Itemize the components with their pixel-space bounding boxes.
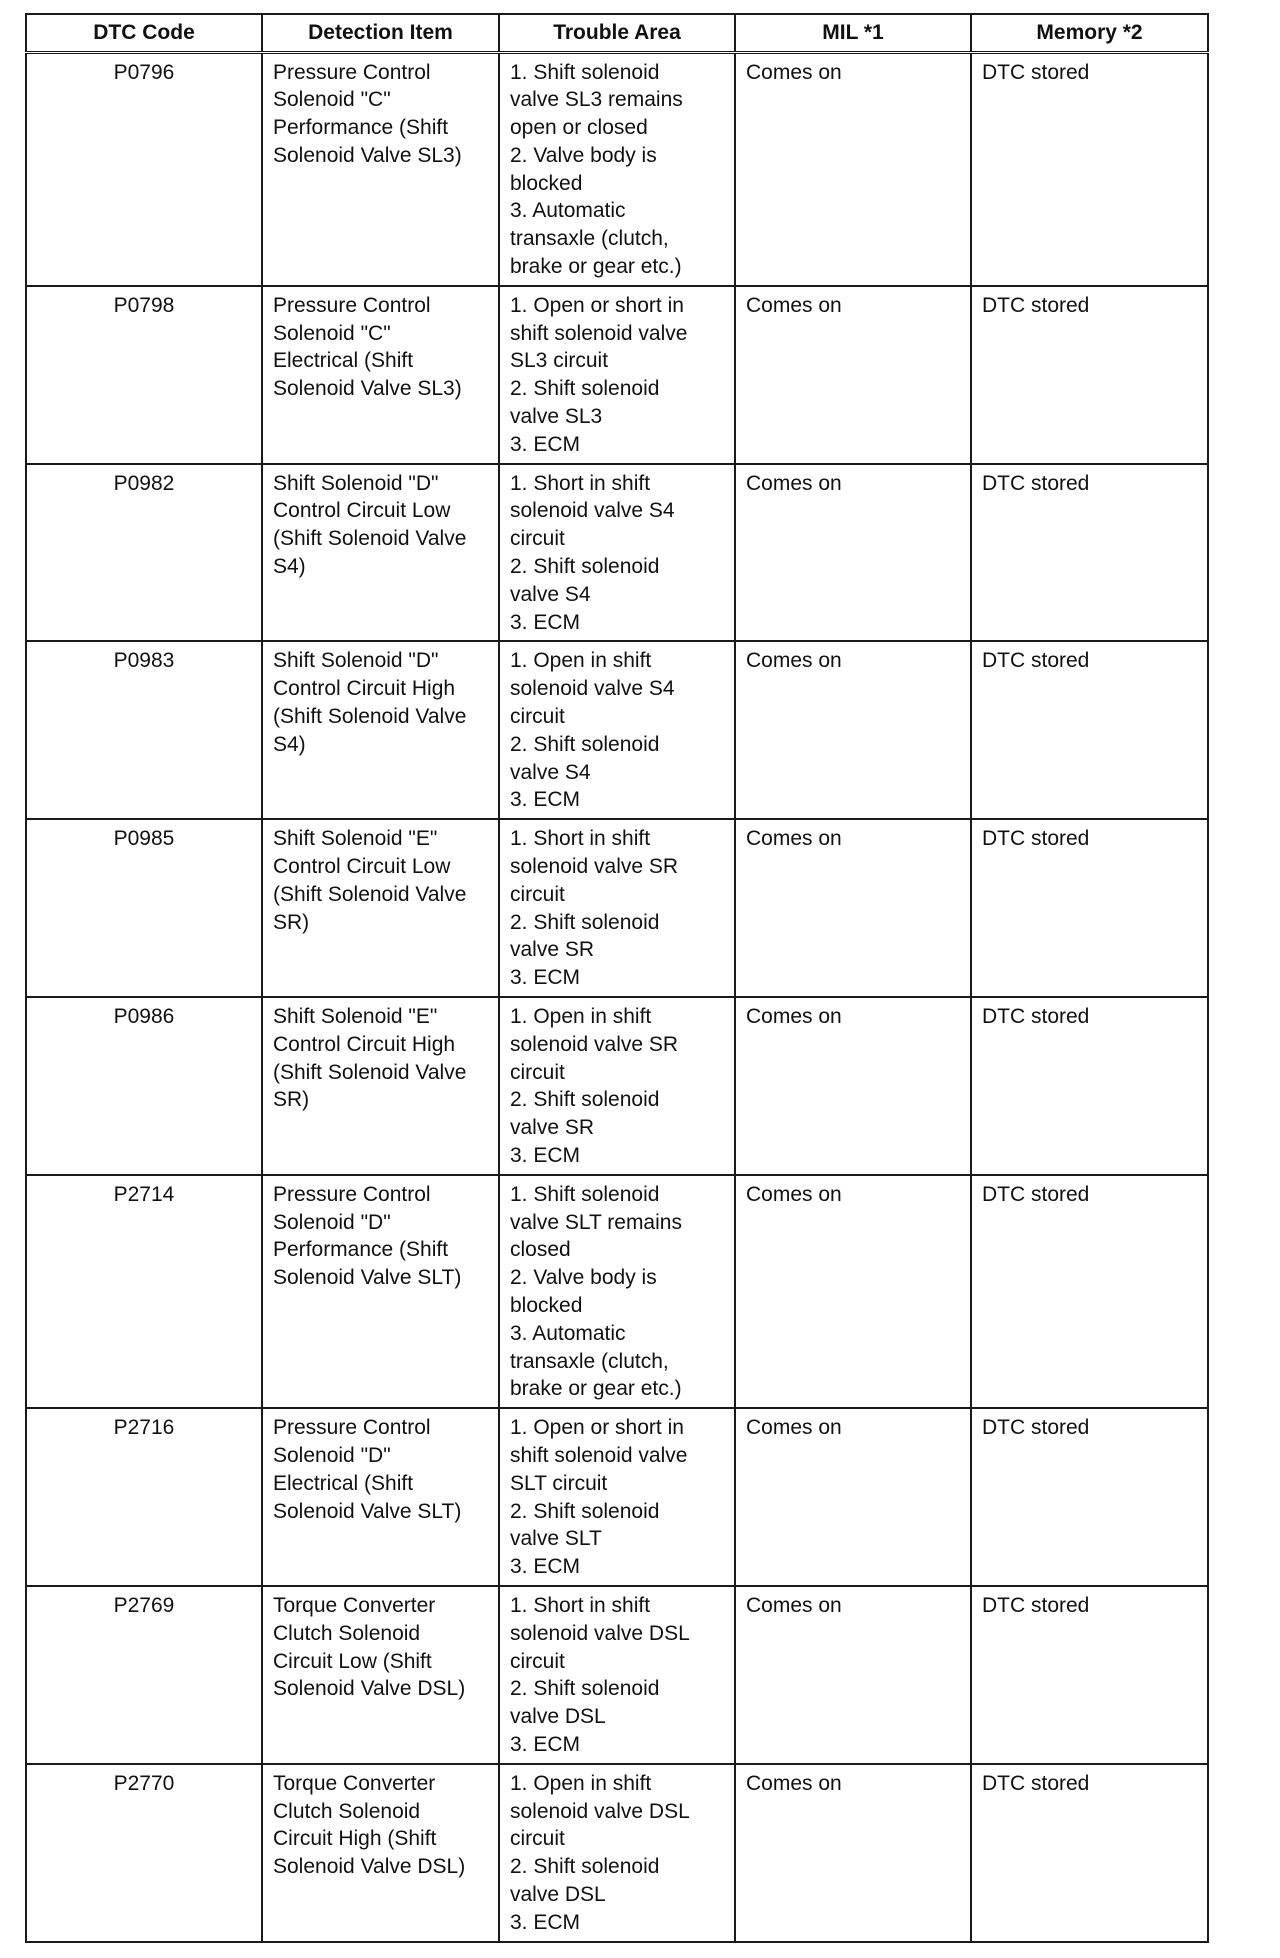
header-trouble-area: Trouble Area bbox=[499, 14, 735, 52]
table-row bbox=[26, 997, 1208, 1175]
dtc-code-cell: P2770 bbox=[26, 1764, 262, 1942]
mil-cell: Comes on bbox=[735, 286, 971, 464]
detection-item-cell bbox=[262, 1764, 499, 1942]
trouble-area-line: solenoid valve SR bbox=[510, 1032, 679, 1056]
detection-item-line: Solenoid Valve SL3) bbox=[273, 377, 462, 401]
detection-item-line: Circuit Low (Shift bbox=[273, 1649, 432, 1673]
dtc-code-cell: P0983 bbox=[26, 641, 262, 819]
mil-cell: Comes on bbox=[735, 819, 971, 997]
memory-cell: DTC stored bbox=[971, 641, 1208, 819]
trouble-area-cell bbox=[499, 464, 735, 642]
trouble-area-line: circuit bbox=[510, 705, 565, 729]
trouble-area-line: 3. ECM bbox=[510, 966, 581, 990]
trouble-area-line: shift solenoid valve bbox=[510, 321, 688, 345]
mil-cell: Comes on bbox=[735, 1408, 971, 1586]
dtc-table bbox=[25, 13, 1209, 1943]
trouble-area-line: 2. Shift solenoid bbox=[510, 1088, 660, 1112]
trouble-area-line: 2. Valve body is bbox=[510, 1266, 657, 1290]
trouble-area-line: circuit bbox=[510, 527, 565, 551]
detection-item-line: Solenoid Valve SL3) bbox=[273, 143, 462, 167]
trouble-area-cell bbox=[499, 286, 735, 464]
detection-item-line: Circuit High (Shift bbox=[273, 1827, 437, 1851]
detection-item-line: (Shift Solenoid Valve bbox=[273, 527, 467, 551]
detection-item-line: Performance (Shift bbox=[273, 116, 449, 140]
trouble-area-line: shift solenoid valve bbox=[510, 1443, 688, 1467]
mil-cell: Comes on bbox=[735, 52, 971, 286]
table-row bbox=[26, 1764, 1208, 1942]
header-row bbox=[26, 14, 1208, 52]
dtc-code-cell: P0798 bbox=[26, 286, 262, 464]
detection-item-cell bbox=[262, 1175, 499, 1408]
trouble-area-line: solenoid valve S4 bbox=[510, 499, 675, 523]
dtc-code-cell: P0985 bbox=[26, 819, 262, 997]
trouble-area-line: 3. ECM bbox=[510, 1555, 581, 1579]
trouble-area-line: 1. Short in shift bbox=[510, 471, 651, 495]
dtc-code-cell: P0796 bbox=[26, 52, 262, 286]
trouble-area-line: 1. Open or short in bbox=[510, 1416, 684, 1440]
trouble-area-line: 2. Shift solenoid bbox=[510, 555, 660, 579]
detection-item-line: Torque Converter bbox=[273, 1593, 436, 1617]
trouble-area-line: 1. Open or short in bbox=[510, 293, 684, 317]
detection-item-line: Torque Converter bbox=[273, 1771, 436, 1795]
detection-item-cell bbox=[262, 52, 499, 286]
trouble-area-cell bbox=[499, 1764, 735, 1942]
detection-item-line: (Shift Solenoid Valve bbox=[273, 882, 467, 906]
detection-item-line: Shift Solenoid "E" bbox=[273, 827, 438, 851]
trouble-area-line: transaxle (clutch, bbox=[510, 1349, 669, 1373]
detection-item-cell bbox=[262, 286, 499, 464]
detection-item-line: Shift Solenoid "D" bbox=[273, 471, 439, 495]
trouble-area-line: 3. Automatic bbox=[510, 199, 626, 223]
trouble-area-line: valve DSL bbox=[510, 1705, 606, 1729]
detection-item-line: Solenoid Valve SLT) bbox=[273, 1499, 462, 1523]
trouble-area-line: valve SR bbox=[510, 1116, 595, 1140]
trouble-area-line: 2. Shift solenoid bbox=[510, 377, 660, 401]
detection-item-line: Solenoid Valve DSL) bbox=[273, 1677, 466, 1701]
trouble-area-line: 3. Automatic bbox=[510, 1321, 626, 1345]
detection-item-line: Solenoid Valve SLT) bbox=[273, 1266, 462, 1290]
trouble-area-line: 2. Shift solenoid bbox=[510, 1499, 660, 1523]
detection-item-line: Performance (Shift bbox=[273, 1238, 449, 1262]
detection-item-line: Control Circuit High bbox=[273, 677, 456, 701]
trouble-area-line: 3. ECM bbox=[510, 1910, 581, 1934]
dtc-code-cell: P2769 bbox=[26, 1586, 262, 1764]
detection-item-line: Shift Solenoid "D" bbox=[273, 649, 439, 673]
detection-item-line: Pressure Control bbox=[273, 293, 431, 317]
trouble-area-line: valve S4 bbox=[510, 582, 591, 606]
detection-item-line: Control Circuit High bbox=[273, 1032, 456, 1056]
detection-item-line: SR) bbox=[273, 1088, 310, 1112]
header-detection-item: Detection Item bbox=[262, 14, 499, 52]
trouble-area-line: solenoid valve DSL bbox=[510, 1621, 690, 1645]
trouble-area-line: 1. Short in shift bbox=[510, 827, 651, 851]
memory-cell: DTC stored bbox=[971, 1408, 1208, 1586]
trouble-area-line: solenoid valve DSL bbox=[510, 1799, 690, 1823]
trouble-area-line: 2. Valve body is bbox=[510, 143, 657, 167]
trouble-area-line: circuit bbox=[510, 1827, 565, 1851]
detection-item-line: Solenoid "D" bbox=[273, 1443, 391, 1467]
trouble-area-cell bbox=[499, 819, 735, 997]
table-row bbox=[26, 819, 1208, 997]
mil-cell: Comes on bbox=[735, 464, 971, 642]
trouble-area-line: 2. Shift solenoid bbox=[510, 732, 660, 756]
detection-item-line: Shift Solenoid "E" bbox=[273, 1005, 438, 1028]
detection-item-line: Pressure Control bbox=[273, 1182, 431, 1206]
trouble-area-line: 1. Open in shift bbox=[510, 1771, 652, 1795]
dtc-code-cell: P2716 bbox=[26, 1408, 262, 1586]
mil-cell: Comes on bbox=[735, 641, 971, 819]
trouble-area-line: circuit bbox=[510, 882, 565, 906]
table-body bbox=[26, 52, 1208, 1942]
trouble-area-line: SLT circuit bbox=[510, 1471, 608, 1495]
detection-item-line: Electrical (Shift bbox=[273, 349, 414, 373]
trouble-area-line: transaxle (clutch, bbox=[510, 227, 669, 251]
trouble-area-line: brake or gear etc.) bbox=[510, 1377, 682, 1401]
memory-cell: DTC stored bbox=[971, 1764, 1208, 1942]
detection-item-cell bbox=[262, 819, 499, 997]
detection-item-line: (Shift Solenoid Valve bbox=[273, 705, 467, 729]
header-dtc-code: DTC Code bbox=[26, 14, 262, 52]
trouble-area-line: 3. ECM bbox=[510, 432, 581, 456]
trouble-area-cell bbox=[499, 997, 735, 1175]
mil-cell: Comes on bbox=[735, 997, 971, 1175]
detection-item-line: Clutch Solenoid bbox=[273, 1799, 421, 1823]
table-row bbox=[26, 641, 1208, 819]
trouble-area-line: valve DSL bbox=[510, 1882, 606, 1906]
memory-cell: DTC stored bbox=[971, 997, 1208, 1175]
trouble-area-line: solenoid valve SR bbox=[510, 855, 679, 879]
trouble-area-line: blocked bbox=[510, 1293, 583, 1317]
trouble-area-line: 3. ECM bbox=[510, 1143, 581, 1167]
detection-item-line: (Shift Solenoid Valve bbox=[273, 1060, 467, 1084]
memory-cell: DTC stored bbox=[971, 286, 1208, 464]
trouble-area-cell bbox=[499, 1175, 735, 1408]
detection-item-cell bbox=[262, 997, 499, 1175]
table-row bbox=[26, 1586, 1208, 1764]
header-memory: Memory *2 bbox=[971, 14, 1208, 52]
memory-cell: DTC stored bbox=[971, 52, 1208, 286]
trouble-area-line: valve SLT remains bbox=[510, 1210, 682, 1234]
trouble-area-line: 2. Shift solenoid bbox=[510, 910, 660, 934]
memory-cell: DTC stored bbox=[971, 1586, 1208, 1764]
detection-item-line: Solenoid "D" bbox=[273, 1210, 391, 1234]
table-row bbox=[26, 464, 1208, 642]
trouble-area-line: closed bbox=[510, 1238, 571, 1262]
trouble-area-line: 3. ECM bbox=[510, 610, 581, 634]
trouble-area-line: 1. Open in shift bbox=[510, 649, 652, 673]
trouble-area-line: 2. Shift solenoid bbox=[510, 1677, 660, 1701]
trouble-area-line: 1. Shift solenoid bbox=[510, 1182, 660, 1206]
trouble-area-line: 3. ECM bbox=[510, 1732, 581, 1756]
trouble-area-line: valve SR bbox=[510, 938, 595, 962]
detection-item-line: SR) bbox=[273, 910, 310, 934]
trouble-area-line: circuit bbox=[510, 1649, 565, 1673]
table-row bbox=[26, 52, 1208, 286]
trouble-area-line: SL3 circuit bbox=[510, 349, 609, 373]
trouble-area-line: 1. Short in shift bbox=[510, 1593, 651, 1617]
detection-item-line: Clutch Solenoid bbox=[273, 1621, 421, 1645]
detection-item-line: Solenoid "C" bbox=[273, 321, 391, 345]
table-header bbox=[26, 14, 1208, 52]
memory-cell: DTC stored bbox=[971, 1175, 1208, 1408]
detection-item-cell bbox=[262, 1408, 499, 1586]
trouble-area-line: valve SL3 bbox=[510, 405, 603, 429]
trouble-area-cell bbox=[499, 1586, 735, 1764]
trouble-area-line: open or closed bbox=[510, 116, 648, 140]
memory-cell: DTC stored bbox=[971, 464, 1208, 642]
detection-item-cell bbox=[262, 464, 499, 642]
detection-item-line: Solenoid "C" bbox=[273, 88, 391, 112]
mil-cell: Comes on bbox=[735, 1586, 971, 1764]
table-row bbox=[26, 1175, 1208, 1408]
trouble-area-line: solenoid valve S4 bbox=[510, 677, 675, 701]
detection-item-line: Electrical (Shift bbox=[273, 1471, 414, 1495]
mil-cell: Comes on bbox=[735, 1764, 971, 1942]
dtc-code-cell: P0986 bbox=[26, 997, 262, 1175]
detection-item-line: Pressure Control bbox=[273, 60, 431, 84]
detection-item-cell bbox=[262, 1586, 499, 1764]
trouble-area-cell bbox=[499, 52, 735, 286]
detection-item-line: Control Circuit Low bbox=[273, 499, 451, 523]
detection-item-line: Solenoid Valve DSL) bbox=[273, 1855, 466, 1879]
detection-item-line: S4) bbox=[273, 732, 306, 756]
trouble-area-line: 3. ECM bbox=[510, 788, 581, 812]
trouble-area-line: circuit bbox=[510, 1060, 565, 1084]
mil-cell: Comes on bbox=[735, 1175, 971, 1408]
trouble-area-line: blocked bbox=[510, 171, 583, 195]
dtc-code-cell: P2714 bbox=[26, 1175, 262, 1408]
detection-item-cell bbox=[262, 641, 499, 819]
table-row bbox=[26, 1408, 1208, 1586]
trouble-area-line: valve S4 bbox=[510, 760, 591, 784]
trouble-area-line: valve SLT bbox=[510, 1527, 602, 1551]
detection-item-line: Control Circuit Low bbox=[273, 855, 451, 879]
trouble-area-line: brake or gear etc.) bbox=[510, 255, 682, 279]
trouble-area-line: 1. Open in shift bbox=[510, 1005, 652, 1028]
trouble-area-cell bbox=[499, 1408, 735, 1586]
detection-item-line: S4) bbox=[273, 555, 306, 579]
trouble-area-line: 2. Shift solenoid bbox=[510, 1855, 660, 1879]
trouble-area-line: 1. Shift solenoid bbox=[510, 60, 660, 84]
trouble-area-line: valve SL3 remains bbox=[510, 88, 683, 112]
dtc-code-cell: P0982 bbox=[26, 464, 262, 642]
table-row bbox=[26, 286, 1208, 464]
detection-item-line: Pressure Control bbox=[273, 1416, 431, 1440]
trouble-area-cell bbox=[499, 641, 735, 819]
memory-cell: DTC stored bbox=[971, 819, 1208, 997]
header-mil: MIL *1 bbox=[735, 14, 971, 52]
